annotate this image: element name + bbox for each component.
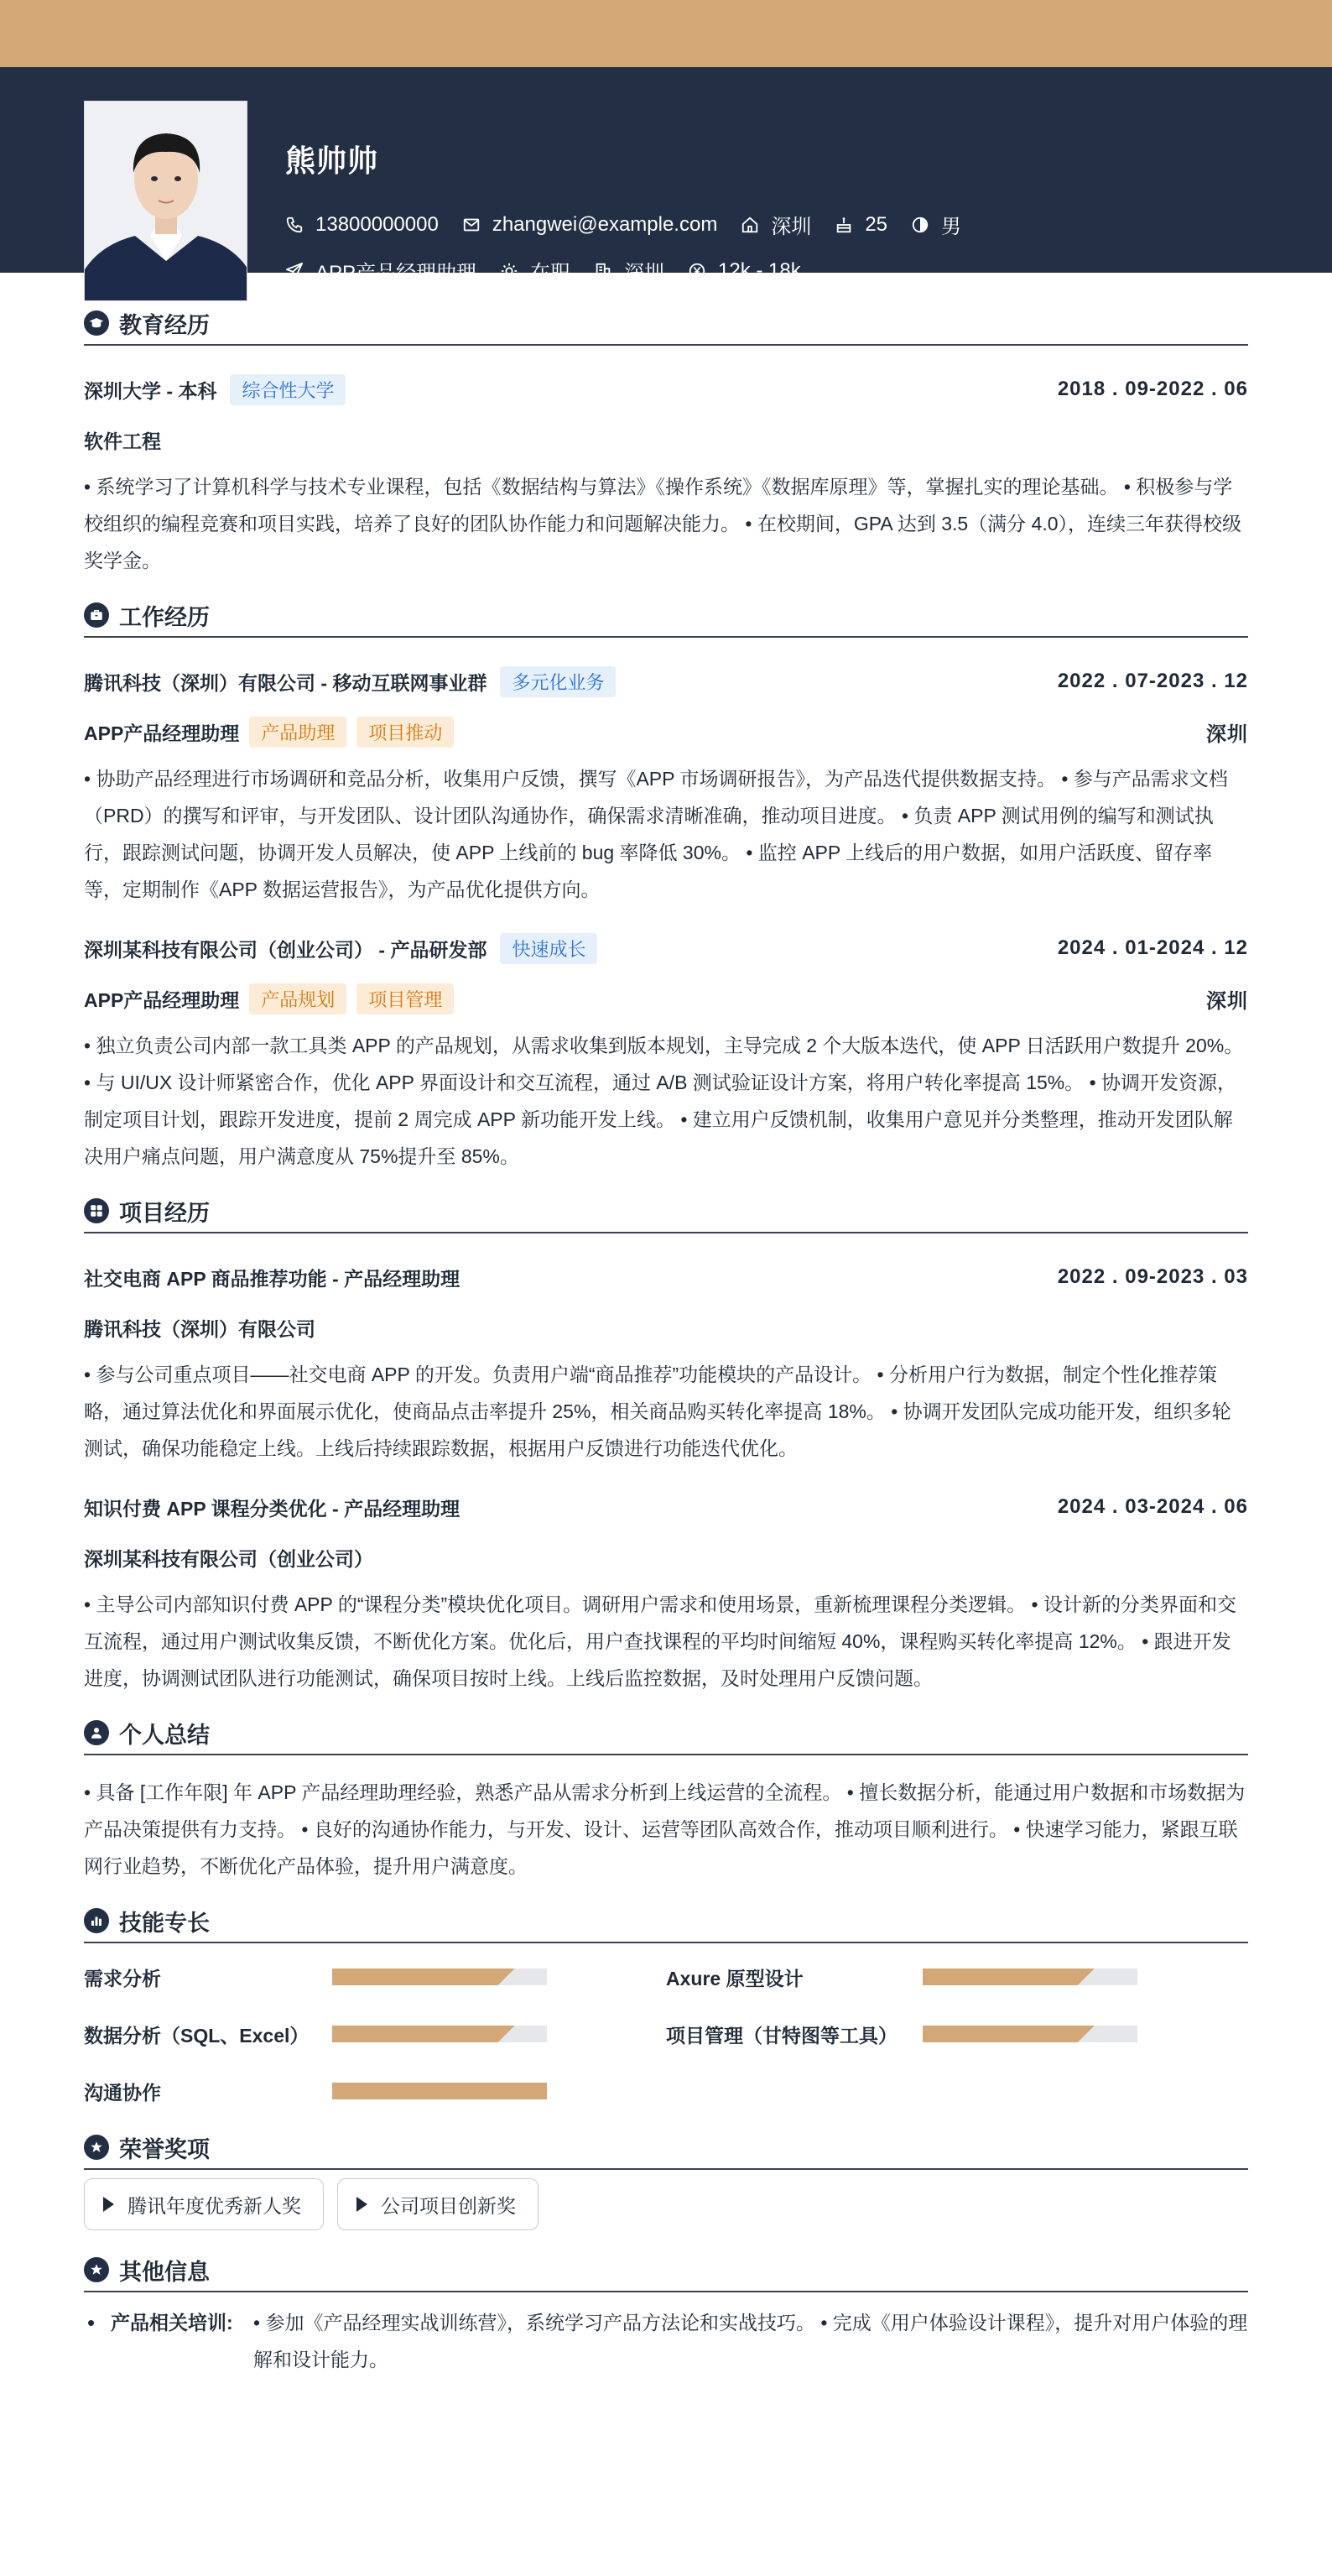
work-description: • 独立负责公司内部一款工具类 APP 的产品规划，从需求收集到版本规划，主导完成 2 个大版本迭代，使 APP 日活跃用户数提升 20%。 • 与 UI/UX 设计师紧密合作，优化 APP 界面设计和交互流程，通过 A/B 测试验证设计方案，将用户转化率提高 15%。 • 协调开发资源，制定项目计划，跟踪开发进度，提前 2 周完成 APP 新功能开发上线。 • 建立用户反馈机制，收集用户意见并分类整理，推动开发团队解决用户痛点问题，用户满意度从 75%提升至 85%。: [84, 1035, 1244, 1167]
education-major-row: [84, 415, 1248, 465]
project-name: 社交电商 APP 商品推荐功能 - 产品经理助理: [84, 1267, 460, 1290]
target-position-item: [285, 256, 476, 285]
work-date: 2022 . 07-2023 . 12: [1057, 670, 1248, 692]
email-text: zhangwei@example.com: [492, 212, 718, 236]
award-chip: [84, 2178, 324, 2230]
bar-chart-icon: [84, 1908, 109, 1933]
other-title: 其他信息: [119, 2259, 210, 2285]
work-company: 深圳某科技有限公司（创业公司） - 产品研发部: [84, 938, 487, 961]
skills-title: 技能专长: [119, 1910, 210, 1936]
status-text: 在职: [530, 262, 571, 284]
skill-name: Axure 原型设计: [666, 1967, 804, 1989]
work-description: • 协助产品经理进行市场调研和竞品分析，收集用户反馈，撰写《APP 市场调研报告》，为产品迭代提供数据支持。 • 参与产品需求文档（PRD）的撰写和评审，与开发团队、设计团队沟通协作，确保需求清晰准确，推动项目进度。 • 负责 APP 测试用例的编写和测试执行，跟踪测试问题，协调开发人员解决，使 APP 上线前的 bug 率降低 30%。 • 监控 APP 上线后的用户数据，如用户活跃度、留存率等，定期制作《APP 数据运营报告》，为产品优化提供方向。: [84, 768, 1228, 900]
award-label: 腾讯年度优秀新人奖: [127, 2194, 301, 2217]
summary-title: 个人总结: [119, 1722, 210, 1748]
other-text: • 参加《产品经理实战训练营》，系统学习产品方法论和实战技巧。 • 完成《用户体验设计课程》，提升对用户体验的理解和设计能力。: [253, 2312, 1248, 2370]
work-entry: [84, 656, 1248, 908]
project-company: 腾讯科技（深圳）有限公司: [84, 1317, 315, 1340]
summary-section: [84, 1712, 1248, 1885]
skills-grid: [84, 1948, 1248, 2120]
target-position-text: APP产品经理助理: [315, 262, 477, 284]
skills-header: [84, 1900, 1248, 1943]
work-city: 深圳: [1206, 989, 1248, 1013]
work-date: 2024 . 01-2024 . 12: [1057, 936, 1248, 959]
work-company-tag: 快速成长: [500, 933, 597, 964]
home-icon: [741, 216, 759, 234]
project-entry: [84, 1482, 1248, 1697]
project-company: 深圳某科技有限公司（创业公司）: [84, 1547, 373, 1570]
award-label: 公司项目创新奖: [381, 2194, 516, 2217]
top-accent-band: [0, 0, 1332, 67]
email-item: [462, 213, 718, 237]
work-role-tag: 产品规划: [249, 983, 346, 1014]
work-header: [84, 594, 1248, 638]
phone-icon: [285, 216, 304, 234]
phone-text: 13800000000: [315, 212, 439, 236]
skill-bar-fill: [332, 1969, 515, 1985]
avatar-portrait-image: [85, 102, 247, 301]
project-date: 2024 . 03-2024 . 06: [1057, 1495, 1248, 1518]
skill-name: 沟通协作: [84, 2081, 161, 2104]
skill-name: 项目管理（甘特图等工具）: [666, 2024, 898, 2047]
salary-text: 12k - 18k: [718, 258, 801, 282]
education-title: 教育经历: [119, 312, 210, 338]
education-school-row: [84, 364, 1248, 415]
job-intent-row: [285, 256, 825, 285]
skill-bar-fill: [923, 1969, 1095, 1985]
major-name: 软件工程: [84, 430, 161, 452]
mail-icon: [462, 216, 481, 234]
contact-row: [285, 210, 985, 239]
summary-description: • 具备 [工作年限] 年 APP 产品经理助理经验，熟悉产品从需求分析到上线运营的全流程。 • 擅长数据分析，能通过用户数据和市场数据为产品决策提供有力支持。 • 良好的沟通协作能力，与开发、设计、运营等团队高效合作，推动项目顺利进行。 • 快速学习能力，紧跟互联网行业趋势，不断优化产品体验，提升用户满意度。: [84, 1781, 1246, 1877]
school-tag: 综合性大学: [230, 374, 346, 405]
skill-bar: [923, 2026, 1137, 2042]
awards-list: [84, 2178, 1248, 2230]
skills-section: [84, 1900, 1248, 2120]
play-triangle-icon: [103, 2197, 114, 2212]
skill-bar: [332, 1969, 547, 1985]
user-icon: [84, 1720, 109, 1745]
work-entry: [84, 923, 1248, 1175]
skill-bar: [332, 2026, 547, 2042]
graduation-cap-icon: [84, 310, 109, 336]
phone-item: [285, 213, 439, 237]
education-header: [84, 302, 1248, 346]
other-section: [84, 2249, 1248, 2378]
projects-section: [84, 1190, 1248, 1697]
skill-bar-fill: [923, 2026, 1095, 2042]
skill-bar-fill: [332, 2083, 547, 2099]
paper-plane-icon: [285, 262, 304, 280]
honors-section: [84, 2126, 1248, 2230]
work-company: 腾讯科技（深圳）有限公司 - 移动互联网事业群: [84, 671, 487, 694]
medal-icon: [84, 2135, 109, 2160]
age-text: 25: [865, 212, 888, 236]
work-section: [84, 594, 1248, 1175]
grid-icon: [84, 1198, 109, 1223]
other-item: [84, 2304, 1248, 2378]
award-chip: [337, 2178, 539, 2230]
play-triangle-icon: [356, 2197, 367, 2212]
other-header: [84, 2249, 1248, 2292]
skill-item: [84, 2062, 666, 2120]
work-role-tag: 项目管理: [356, 983, 454, 1014]
education-date: 2018 . 09-2022 . 06: [1057, 378, 1248, 400]
other-label: 产品相关培训:: [111, 2312, 233, 2334]
status-icon: [500, 262, 518, 280]
education-section: [84, 302, 1248, 579]
education-description: • 系统学习了计算机科学与技术专业课程，包括《数据结构与算法》《操作系统》《数据库原理》等，掌握扎实的理论基础。 • 积极参与学校组织的编程竞赛和项目实践，培养了良好的团队协作能力和问题解决能力。 • 在校期间，GPA 达到 3.5（满分 4.0），连续三年获得校级奖学金。: [84, 476, 1242, 571]
project-entry: [84, 1252, 1248, 1467]
skill-item: [666, 1948, 1248, 2005]
projects-title: 项目经历: [119, 1200, 210, 1226]
skill-name: 数据分析（SQL、Excel）: [84, 2024, 310, 2047]
list-bullet: •: [87, 2310, 96, 2335]
profile-header: [0, 67, 1332, 284]
education-entry: [84, 364, 1248, 579]
summary-header: [84, 1712, 1248, 1755]
location-text: 深圳: [771, 216, 812, 238]
salary-item: [688, 259, 801, 283]
info-icon: [84, 2257, 109, 2282]
resume-body: [84, 302, 1248, 2378]
project-description: • 参与公司重点项目——社交电商 APP 的开发。负责用户端“商品推荐”功能模块的产品设计。 • 分析用户行为数据，制定个性化推荐策略，通过算法优化和界面展示优化，使商品点击率提升 25%，相关商品购买转化率提高 18%。 • 协调开发团队完成功能开发，组织多轮测试，确保功能稳定上线。上线后持续跟踪数据，根据用户反馈进行功能迭代优化。: [84, 1364, 1231, 1459]
work-role: APP产品经理助理: [84, 988, 240, 1011]
gender-item: [911, 210, 961, 239]
work-role-tag: 产品助理: [249, 717, 346, 748]
skill-bar: [923, 1969, 1137, 1985]
skill-name: 需求分析: [84, 1967, 161, 1989]
honors-title: 荣誉奖项: [119, 2136, 210, 2162]
candidate-name: 熊帅帅: [285, 143, 379, 178]
age-item: [835, 213, 887, 237]
skill-item: [84, 1948, 666, 2005]
target-city-text: 深圳: [624, 262, 665, 284]
skill-item: [666, 2005, 1248, 2062]
yen-coin-icon: [688, 262, 706, 280]
avatar: [84, 101, 247, 301]
skill-bar: [332, 2083, 547, 2099]
status-item: [500, 256, 570, 285]
work-role: APP产品经理助理: [84, 722, 240, 744]
work-city: 深圳: [1206, 722, 1248, 746]
building-icon: [594, 262, 612, 280]
gender-text: 男: [941, 216, 962, 238]
target-city-item: [594, 256, 664, 285]
school-name: 深圳大学 - 本科: [84, 379, 217, 402]
project-description: • 主导公司内部知识付费 APP 的“课程分类”模块优化项目。调研用户需求和使用场景，重新梳理课程分类逻辑。 • 设计新的分类界面和交互流程，通过用户测试收集反馈，不断优化方案。优化后，用户查找课程的平均时间缩短 40%，课程购买转化率提高 12%。 • 跟进开发进度，协调测试团队进行功能测试，确保项目按时上线。上线后监控数据，及时处理用户反馈问题。: [84, 1593, 1236, 1689]
skill-item: [84, 2005, 666, 2062]
gender-icon: [911, 216, 929, 234]
project-name: 知识付费 APP 课程分类优化 - 产品经理助理: [84, 1497, 460, 1520]
location-item: [741, 210, 811, 239]
project-date: 2022 . 09-2023 . 03: [1057, 1265, 1248, 1288]
briefcase-icon: [84, 602, 109, 628]
work-title: 工作经历: [119, 604, 210, 630]
honors-header: [84, 2126, 1248, 2170]
work-company-tag: 多元化业务: [500, 666, 616, 697]
cake-icon: [835, 216, 853, 234]
skill-bar-fill: [332, 2026, 515, 2042]
projects-header: [84, 1190, 1248, 1233]
work-role-tag: 项目推动: [356, 717, 454, 748]
